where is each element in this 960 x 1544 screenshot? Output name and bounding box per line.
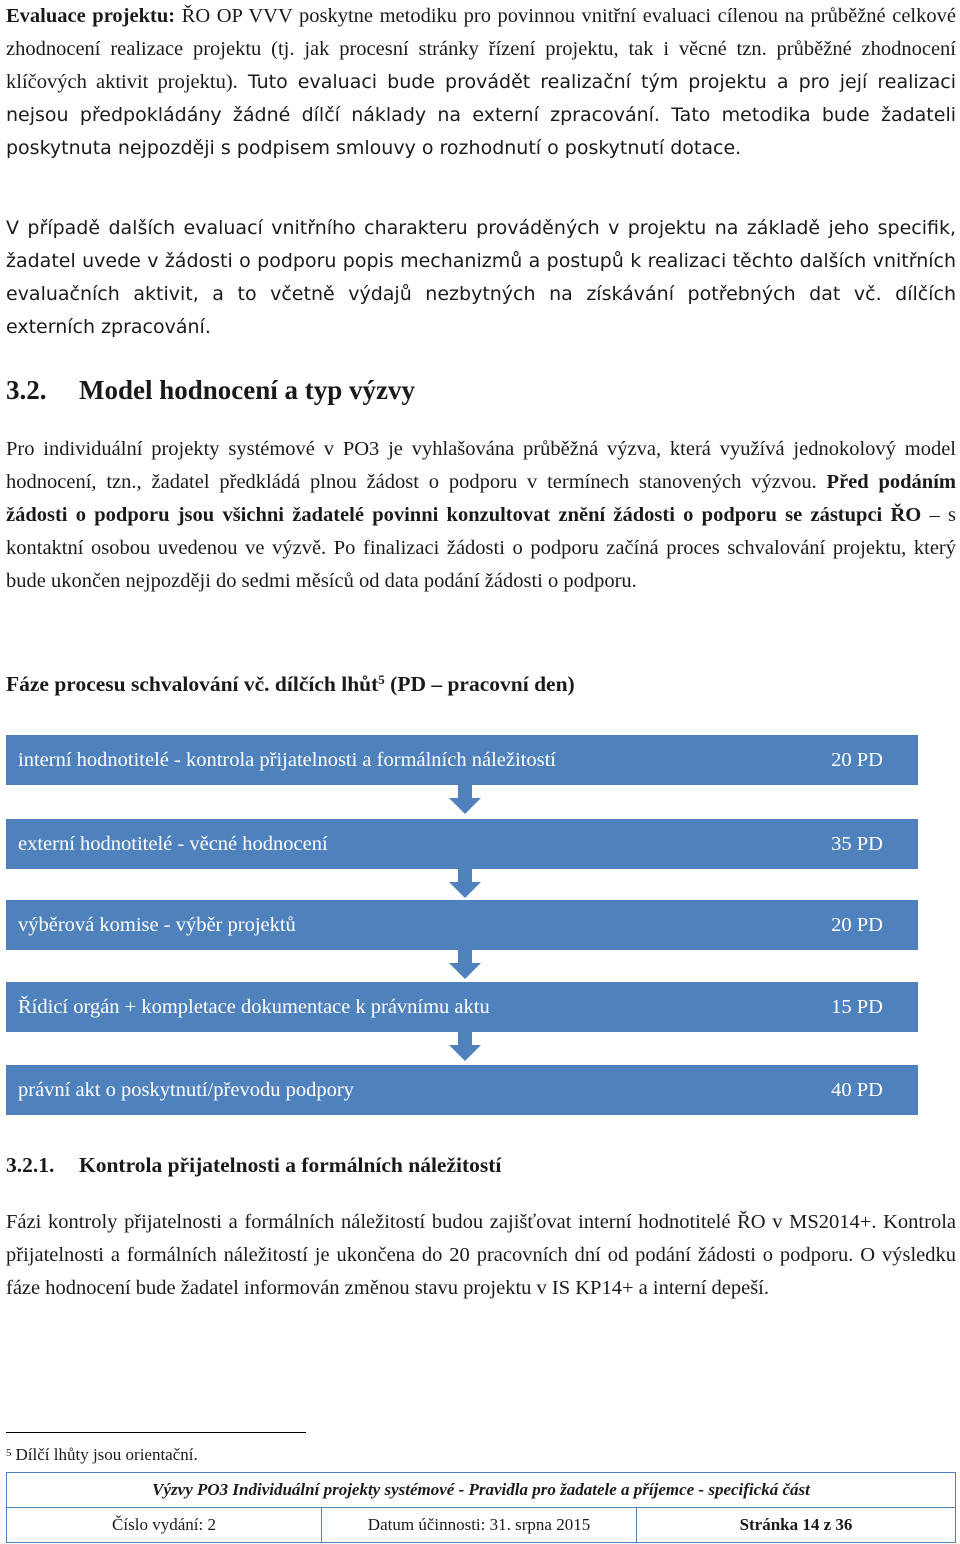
flow-step-3 xyxy=(6,900,918,950)
flow-step-days: 15 PD xyxy=(831,995,883,1018)
flow-step-days: 20 PD xyxy=(831,748,883,771)
page-footer xyxy=(6,1472,956,1543)
section-heading-3-2 xyxy=(6,370,415,410)
paragraph-model xyxy=(6,433,956,598)
flow-step-2 xyxy=(6,819,918,869)
footer-effective-date: Datum účinnosti: 31. srpna 2015 xyxy=(322,1508,637,1542)
flow-step-1 xyxy=(6,735,918,785)
model-text-c: – s kontaktní osobou uvedenou ve výzvě. xyxy=(6,504,956,559)
evaluation-text-b: Tuto evaluaci bude provádět realizační tým projektu a pro její realizaci nejsou předpokládány žádné dílčí náklady na externí zpracování. Tato metodika bude žadateli poskytnuta nejpozději s podpisem smlouvy o rozhodnutí o poskytnutí dotace. xyxy=(6,71,956,159)
model-bold-text: Před podáním žádosti o podporu jsou všichni žadatelé povinni konzultovat znění žádosti o podporu se zástupci ŘO xyxy=(6,471,956,526)
flow-step-label: výběrová komise - výběr projektů xyxy=(18,913,296,936)
flow-step-label: externí hodnotitelé - věcné hodnocení xyxy=(18,832,328,855)
section-title: Kontrola přijatelnosti a formálních náležitostí xyxy=(79,1153,502,1177)
section-heading-3-2-1 xyxy=(6,1148,501,1182)
flow-step-label: interní hodnotitelé - kontrola přijatelnosti a formálních náležitostí xyxy=(18,748,556,771)
model-text-b: , žadatel předkládá plnou žádost o podporu v termínech stanovených výzvou. xyxy=(136,471,817,493)
footnote-separator xyxy=(6,1432,306,1433)
paragraph-admissibility: Fázi kontroly přijatelnosti a formálních náležitostí budou zajišťovat interní hodnotitelé ŘO v MS2014+. Kontrola přijatelnosti a formálních náležitostí je ukončena do 20 pracovních dní od podání žádosti o podporu. O výsledku fáze hodnocení bude žadatel informován změnou stavu projektu v IS KP14+ a interní depeší. xyxy=(6,1211,956,1299)
section-number: 3.2. xyxy=(6,375,47,405)
flow-step-days: 35 PD xyxy=(831,832,883,855)
flow-step-days: 20 PD xyxy=(831,913,883,936)
footnote-number: 5 xyxy=(6,1447,12,1459)
footer-issue: Číslo vydání: 2 xyxy=(7,1508,322,1542)
paragraph-other-evaluations: V případě dalších evaluací vnitřního charakteru prováděných v projektu na základě jeho specifik, žadatel uvede v žádosti o podporu popis mechanizmů a postupů k realizaci těchto dalších vnitřních evaluačních aktivit, a to včetně výdajů nezbytných na získávání potřebných dat vč. dílčích externích zpracování. xyxy=(6,217,956,338)
footnote-text: Dílčí lhůty jsou orientační. xyxy=(15,1445,198,1464)
footnote-mark: 5 xyxy=(378,672,385,687)
footnote xyxy=(6,1443,198,1467)
footer-title: Výzvy PO3 Individuální projekty systémové - Pravidla pro žadatele a příjemce - specifická část xyxy=(7,1473,955,1508)
flow-step-label: právní akt o poskytnutí/převodu podpory xyxy=(18,1078,354,1101)
section-title: Model hodnocení a typ výzvy xyxy=(79,375,416,405)
footer-page-number: Stránka 14 z 36 xyxy=(739,1515,853,1534)
flow-step-days: 40 PD xyxy=(831,1078,883,1101)
model-text-a: Pro individuální projekty systémové v PO3 je vyhlašována průběžná výzva, která využívá jednokolový model hodnocení, tzn. xyxy=(6,438,956,493)
paragraph-evaluation xyxy=(6,0,956,165)
flow-step-label: Řídicí orgán + kompletace dokumentace k právnímu aktu xyxy=(18,995,490,1018)
flow-step-5 xyxy=(6,1065,918,1115)
flow-step-4 xyxy=(6,982,918,1032)
evaluation-label: Evaluace projektu: xyxy=(6,5,176,27)
evaluation-text-a: ŘO OP VVV poskytne metodiku pro povinnou vnitřní evaluaci cílenou na průběžné celkové zhodnocení realizace projektu (tj. jak procesní stránky řízení projektu, tak i věcné tzn. průběžné zhodnocení klíčových aktivit projektu). xyxy=(6,5,956,93)
model-text-d: Po finalizaci žádosti o podporu začíná proces schvalování projektu, který bude ukončen nejpozději do sedmi měsíců od data podání žádosti o podporu. xyxy=(6,537,956,592)
section-number: 3.2.1. xyxy=(6,1153,55,1177)
phases-heading: Fáze procesu schvalování vč. dílčích lhůt$^5$ (PD – pracovní den) xyxy=(6,672,575,696)
